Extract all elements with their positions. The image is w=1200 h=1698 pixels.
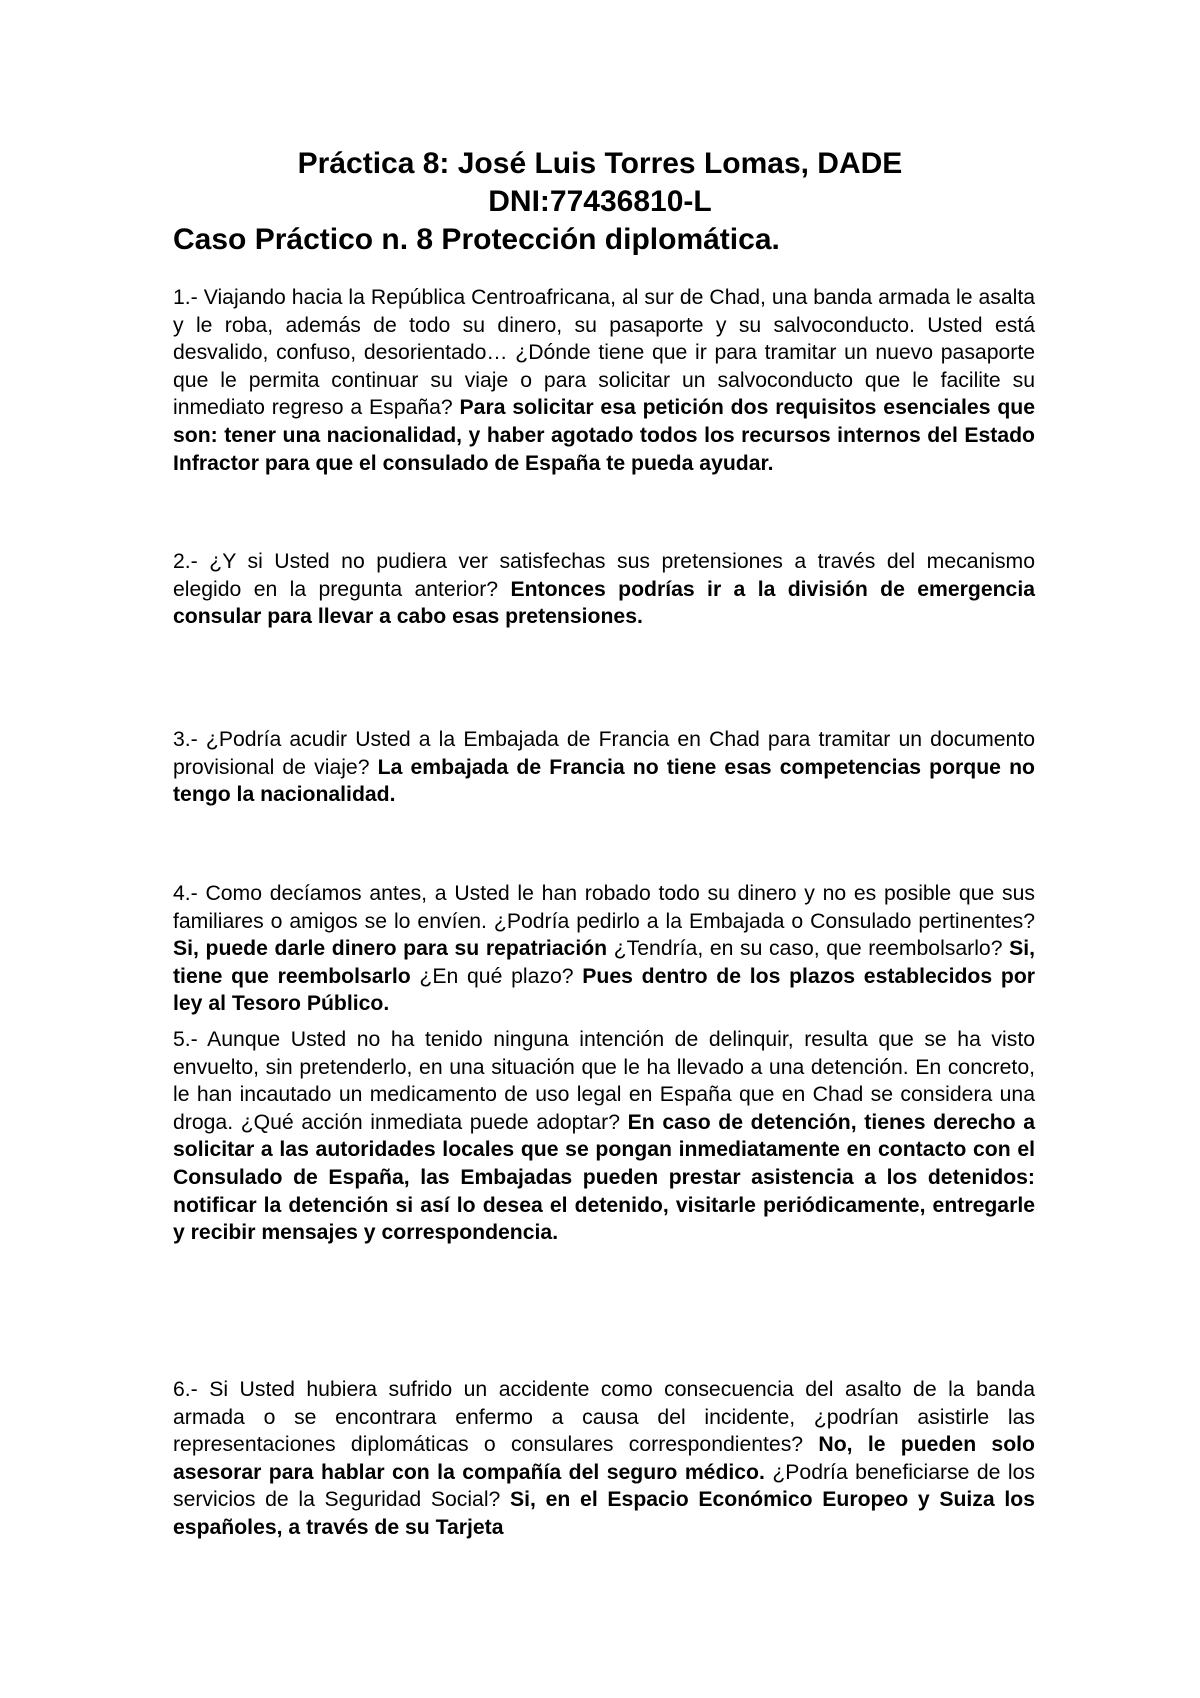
answer-text: Pues dentro de los plazos establecidos por ley al Tesoro Público. — [173, 964, 1036, 1016]
answer-text: La embajada de Francia no tiene esas competencias porque no tengo la nacionalidad. — [173, 755, 1035, 807]
question-block-2 — [173, 548, 1035, 631]
question-text: 5.- Aunque Usted no ha tenido ninguna intención de delinquir, resulta que se ha visto envuelto, sin pretenderlo, en una situación que le ha llevado a una detención. En concreto, le han incautado un medicamento de uso legal en España que en Chad se considera una droga. ¿Qué acción inmediata puede adoptar? — [173, 1028, 1035, 1134]
question-text: 4.- Como decíamos antes, a Usted le han robado todo su dinero y no es posible que sus familiares o amigos se lo envíen. ¿Podría pedirlo a la Embajada o Consulado pertinentes? — [173, 882, 1035, 933]
answer-text: No, le pueden solo asesorar para hablar con la compañía del seguro médico. — [173, 1433, 1035, 1484]
question-block-1 — [173, 284, 1035, 477]
question-text: ¿En qué plazo? — [419, 964, 574, 988]
document-title: Práctica 8: José Luis Torres Lomas, DADE — [297, 147, 903, 180]
question-text: ¿Tendría, en su caso, que reembolsarlo? — [613, 937, 1003, 961]
answer-text: En caso de detención, tienes derecho a solicitar a las autoridades locales que se pongan inmediatamente en contacto con el Consulado de España, las Embajadas pueden prestar asistencia a los detenidos: notificar la detención si así lo desea el detenido, visitarle periódicamente, entregarle y recibir mensajes y correspondencia. — [173, 1110, 1036, 1245]
answer-text: Si, puede darle dinero para su repatriación — [173, 937, 608, 961]
question-block-5 — [173, 1026, 1035, 1247]
question-block-6 — [173, 1376, 1035, 1542]
question-text: 3.- ¿Podría acudir Usted a la Embajada de Francia en Chad para tramitar un documento provisional de viaje? — [173, 728, 1035, 779]
question-text: ¿Podría beneficiarse de los servicios de la Seguridad Social? — [173, 1460, 1035, 1512]
answer-text: Para solicitar esa petición dos requisitos esenciales que son: tener una nacionalidad, y haber agotado todos los recursos internos del Estado Infractor para que el consulado de España te pueda ayudar. — [173, 396, 1036, 475]
answer-text: Si, en el Espacio Económico Europeo y Suiza los españoles, a través de su Tarjeta — [173, 1488, 1035, 1539]
answer-text: Entonces podrías ir a la división de emergencia consular para llevar a cabo esas pretensiones. — [173, 577, 1035, 629]
question-block-3 — [173, 726, 1035, 809]
question-text: 2.- ¿Y si Usted no pudiera ver satisfechas sus pretensiones a través del mecanismo elegido en la pregunta anterior? — [173, 550, 1035, 601]
case-heading: Caso Práctico n. 8 Protección diplomática. — [173, 223, 780, 256]
document-dni: DNI:77436810-L — [488, 185, 712, 218]
question-block-4 — [173, 880, 1035, 1018]
question-text: 6.- Si Usted hubiera sufrido un accidente como consecuencia del asalto de la banda armada o se encontrara enfermo a causa del incidente, ¿podrían asistirle las representaciones diplomáticas o consulares correspondientes? — [173, 1378, 1035, 1457]
question-text: 1.- Viajando hacia la República Centroafricana, al sur de Chad, una banda armada le asalta y le roba, además de todo su dinero, su pasaporte y su salvoconducto. Usted está desvalido, confuso, desorientado… ¿Dónde tiene que ir para tramitar un nuevo pasaporte que le permita continuar su viaje o para solicitar un salvoconducto que le facilite su inmediato regreso a España? — [173, 286, 1035, 420]
answer-text: Si, tiene que reembolsarlo — [173, 937, 1036, 988]
